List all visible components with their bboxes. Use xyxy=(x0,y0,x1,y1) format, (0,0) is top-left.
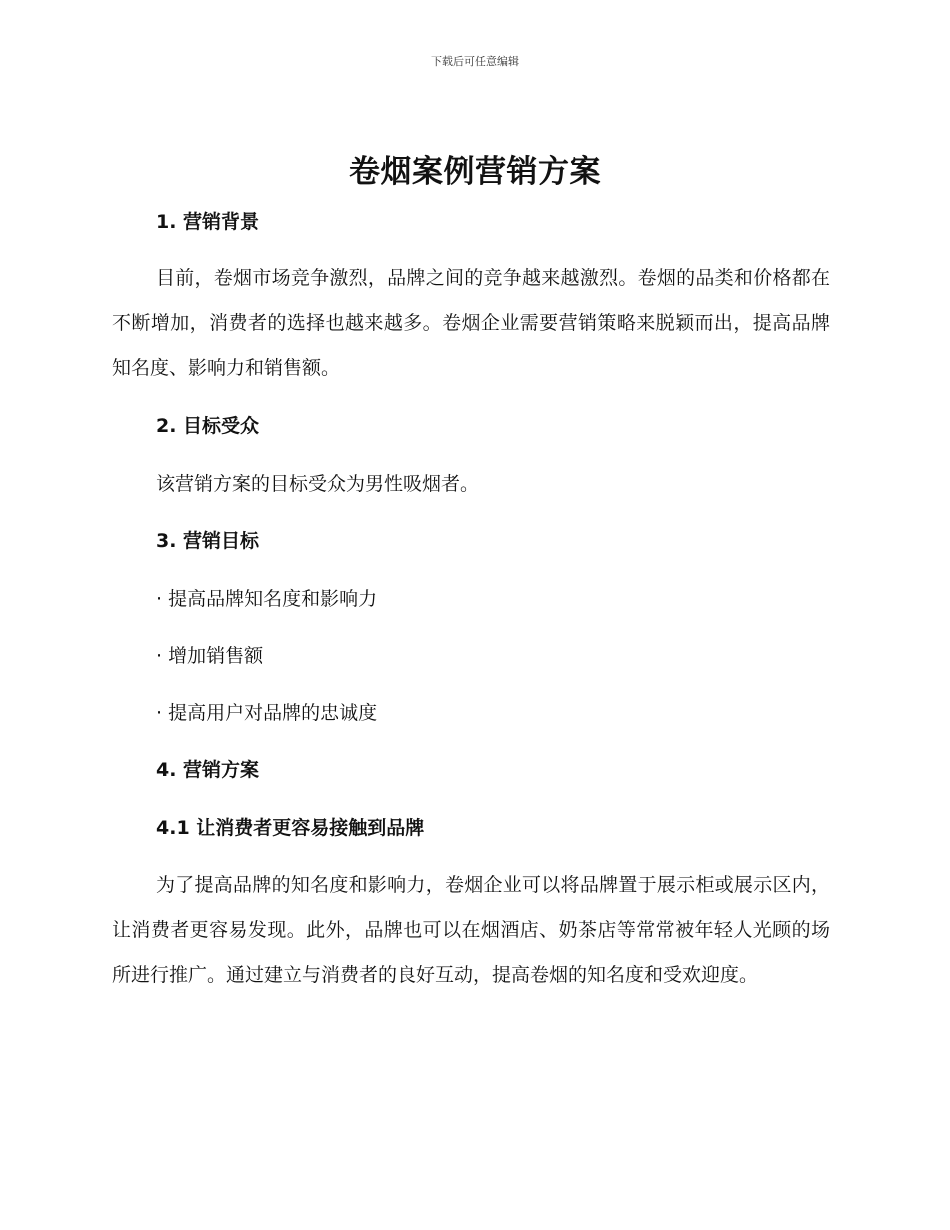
section-2-heading-block xyxy=(112,413,830,439)
body-paragraph: 为了提高品牌的知名度和影响力，卷烟企业可以将品牌置于展示柜或展示区内，让消费者更容易发现。此外，品牌也可以在烟酒店、奶茶店等常常被年轻人光顾的场所进行推广。通过建立与消费者的良好互动，提高卷烟的知名度和受欢迎度。 xyxy=(112,874,830,986)
bullet-text: · 提高品牌知名度和影响力 xyxy=(156,588,378,610)
bullet-text: · 提高用户对品牌的忠诚度 xyxy=(156,702,378,724)
section-3-heading-block xyxy=(112,528,830,554)
section-heading: 3. 营销目标 xyxy=(156,530,260,552)
document-title: 卷烟案例营销方案 xyxy=(349,154,601,190)
section-heading: 1. 营销背景 xyxy=(156,211,260,233)
bullet-text: · 增加销售额 xyxy=(156,645,264,667)
bullet-item xyxy=(112,643,830,669)
section-heading: 4. 营销方案 xyxy=(156,759,260,781)
bullet-item xyxy=(112,700,830,726)
bullet-item xyxy=(112,586,830,612)
subsection-4-1-heading-block xyxy=(112,815,830,841)
body-paragraph: 该营销方案的目标受众为男性吸烟者。 xyxy=(156,473,480,495)
body-paragraph: 目前，卷烟市场竞争激烈，品牌之间的竞争越来越激烈。卷烟的品类和价格都在不断增加，消费者的选择也越来越多。卷烟企业需要营销策略来脱颖而出，提高品牌知名度、影响力和销售额。 xyxy=(112,267,830,379)
subsection-heading: 4.1 让消费者更容易接触到品牌 xyxy=(156,817,425,839)
section-4-heading-block xyxy=(112,757,830,783)
section-1-heading-block xyxy=(112,209,830,235)
section-heading: 2. 目标受众 xyxy=(156,415,260,437)
header-note: 下载后可任意编辑 xyxy=(431,55,519,68)
section-1-paragraph-block xyxy=(112,256,830,391)
section-2-paragraph-block xyxy=(112,471,830,497)
subsection-4-1-paragraph-block xyxy=(112,863,830,998)
